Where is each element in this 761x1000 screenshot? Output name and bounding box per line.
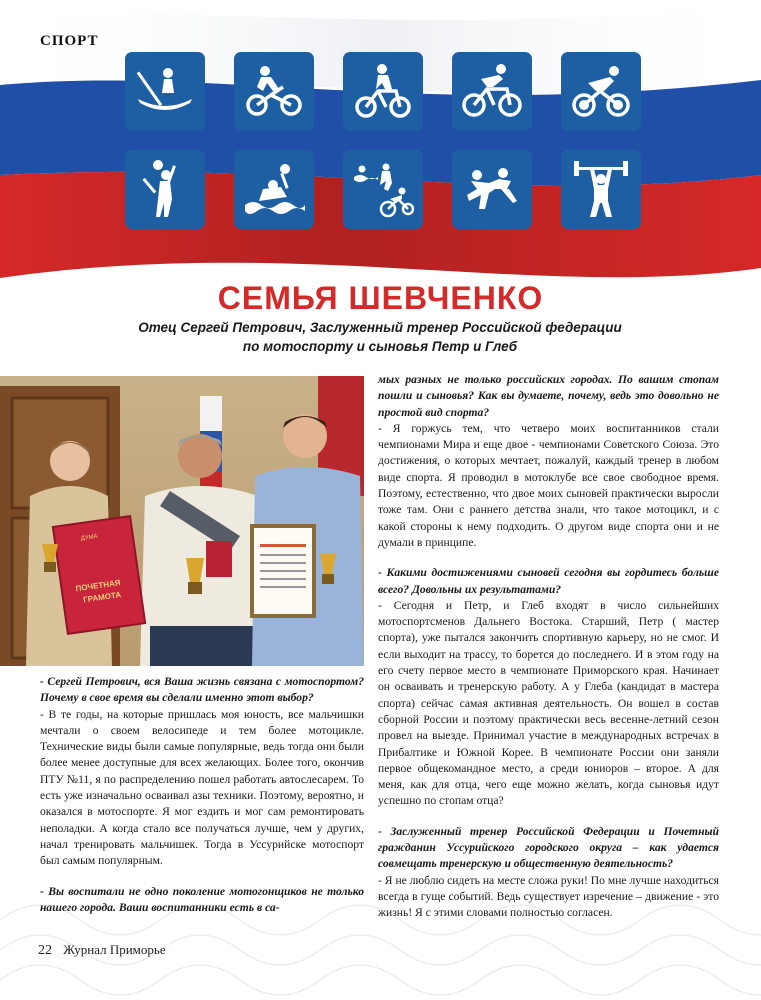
canoe-icon bbox=[125, 52, 205, 131]
track-cycling-icon bbox=[561, 52, 641, 131]
book-line-2: ПОЧЕТНАЯ bbox=[75, 578, 122, 594]
wrestling-icon bbox=[452, 150, 532, 229]
weightlifting-icon bbox=[561, 150, 641, 229]
section-label: СПОРТ bbox=[40, 33, 99, 49]
triathlon-icon bbox=[343, 150, 423, 229]
question: - Сергей Петрович, вся Ваша жизнь связана с мотоспортом? Почему в свое время вы сделали именно этот выбор? bbox=[40, 675, 364, 705]
question: - Какими достижениями сыновей сегодня вы гордитесь больше всего? Довольны их результатами? bbox=[378, 566, 719, 596]
lace-decoration bbox=[0, 880, 761, 1000]
answer: - Я не люблю сидеть на месте сложа руки! По мне лучше находиться всегда в гуще событий. Ведь существует изречение – движение - это жизнь! Я с этими словами полностью согласен. bbox=[378, 873, 719, 920]
answer: - Сегодня и Петр, и Глеб входят в число сильнейших мотоспортсменов Дальнего Востока. Старший, Петр ( мастер спорта), уже пытался закончить спортивную карьеру, но не смог. И если выходит на трассу, то борется до последнего. И в этом году на его счету первое место в чемпионате Приморского края. Начинает он осваивать и тренерскую работу. А у Глеба (кандидат в мастера спорта) сейчас самая активная деятельность. Он вошел в состав сборной России и поэтому практически весь весенне-летний сезон провел на выезде. Принимал участие в международных встречах в Прибалтике и Южной Корее. В чемпионате России они заняли первое общекомандное место, а среди юниоров – второе. А для меня, как для отца, чего еще можно желать, когда сыновья идут успешно по стопам отца? bbox=[378, 598, 719, 808]
answer: - В те годы, на которые пришлась моя юность, все мальчишки мечтали о своем велосипеде и тем более мотоцикле. Технические виды были самые популярные, ведь тогда они были более менее доступные для всех желающих. Более того, окончив ПТУ №11, я по распределению пошел работать автослесарем. То есть уже изначально осваивал азы техники. Поэтому, вероятно, и оказался в мотоспорте. Я мог ездить и мог сам ремонтировать неполадки. А когда стало все получаться лучше, чем у других, начал тренировать мальчишек. Тогда в Уссурийске мотоспорт был самым популярным. bbox=[40, 707, 364, 868]
magazine-name: Журнал Приморье bbox=[63, 942, 166, 957]
article-title: СЕМЬЯ ШЕВЧЕНКО bbox=[217, 280, 544, 316]
subtitle-line-1: Отец Сергей Петрович, Заслуженный тренер Российской федерации bbox=[138, 320, 622, 335]
paragraph-gap bbox=[378, 810, 719, 824]
subtitle-line-2: по мотоспорту и сыновья Петр и Глеб bbox=[242, 339, 518, 354]
page-number: 22 bbox=[38, 943, 52, 958]
volleyball-icon bbox=[125, 150, 205, 229]
mountain-bike-icon bbox=[343, 52, 423, 131]
family-photo bbox=[0, 376, 364, 666]
page-footer bbox=[38, 942, 166, 959]
question: - Вы воспитали не одно поколение мотогонщиков не только нашего города. Ваши воспитанники есть в са- bbox=[40, 884, 364, 914]
bmx-icon bbox=[234, 52, 314, 131]
question: - Заслуженный тренер Российской Федерации и Почетный гражданин Уссурийского городского округа – как удается совмещать тренерскую и общественную деятельность? bbox=[378, 824, 719, 871]
road-cycling-icon bbox=[452, 52, 532, 131]
question: мых разных не только российских городах. По вашим стопам пошли и сыновья? Как вы думаете, почему, ведь это довольно не простой вид спорта? bbox=[378, 373, 719, 419]
answer: - Я горжусь тем, что четверо моих воспитанников стали чемпионами Мира и еще двое - чемпионами Советского Союза. Это достижения, о которых мечтает, пожалуй, каждый тренер в любом виде спорта. Я проводил в мотоклубе все свое свободное время. Поэтому, естественно, что двое моих сыновей практически выросли тоже там. Они с раннего детства знали, что такое мотоцикл, и с какой стороны к нему подходить. О другом виде спорта они и не думали в принципе. bbox=[378, 421, 719, 549]
right-column bbox=[378, 372, 719, 922]
water-polo-icon bbox=[234, 150, 314, 229]
paragraph-gap bbox=[378, 551, 719, 565]
article-subtitle bbox=[130, 318, 630, 356]
book-line-3: ГРАМОТА bbox=[82, 590, 122, 605]
book-line-1: ДУМА bbox=[80, 533, 99, 543]
